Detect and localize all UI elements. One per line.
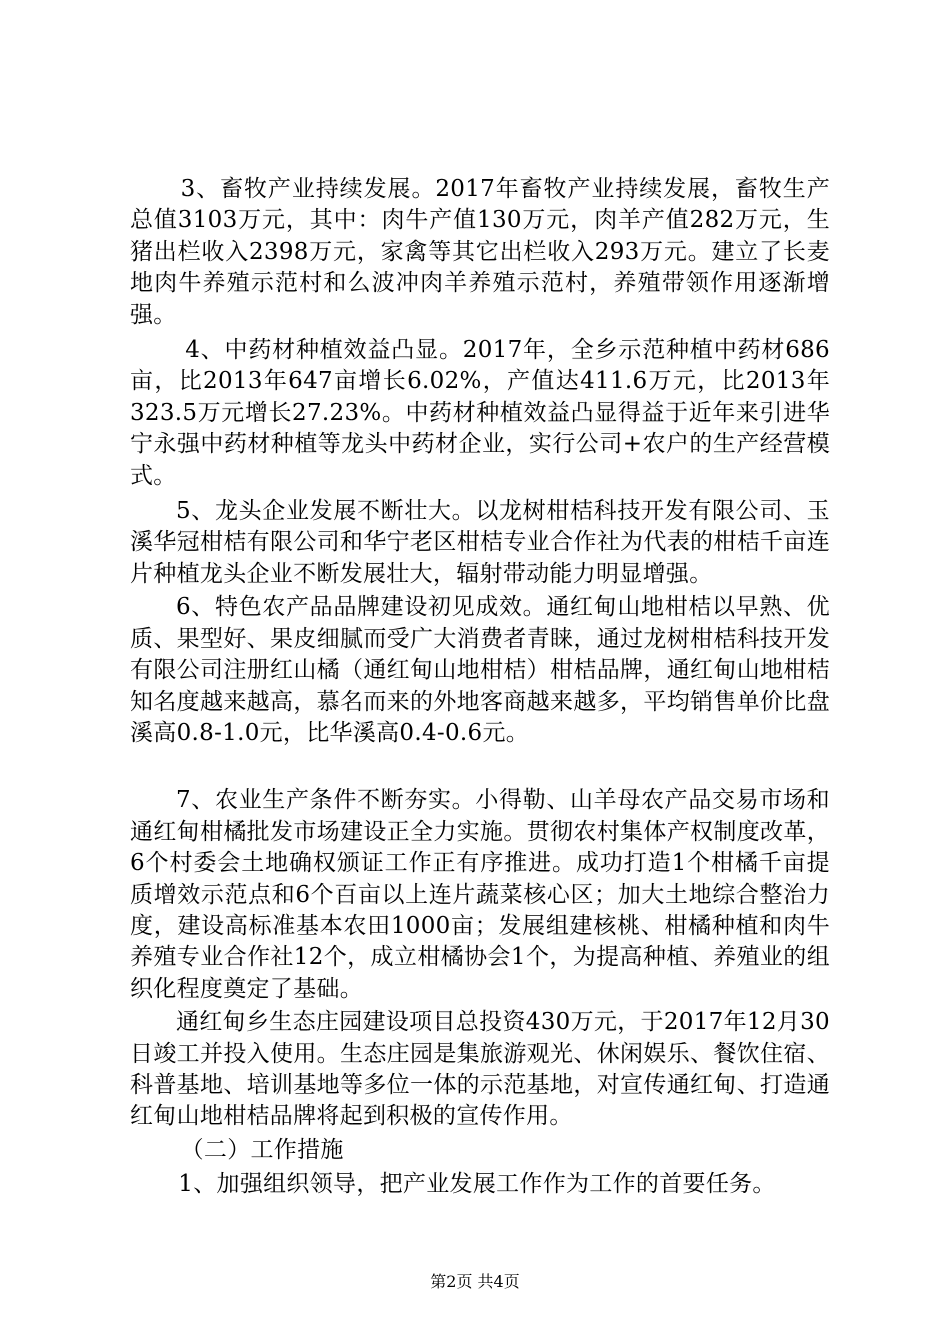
section-heading-work-measures: （二）工作措施 [180, 1136, 344, 1163]
measure-item-1: 1、加强组织领导，把产业发展工作作为工作的首要任务。 [178, 1171, 776, 1198]
paragraph-medicinal-herbs: 4、中药材种植效益凸显。2017年，全乡示范种植中药材686亩，比2013年647亩增长6.02%，产值达411.6万元，比2013年323.5万元增长27.23%。中药材种植效益凸显得益于近年来引进华宁永强中药材种植等龙头中药材企业，实行公司+农户的生产经营模式。 [130, 337, 830, 489]
document-body [130, 174, 830, 1201]
paragraph-brand-building: 6、特色农产品品牌建设初见成效。通红甸山地柑桔以早熟、优质、果型好、果皮细腻而受广大消费者青睐，通过龙树柑桔科技开发有限公司注册红山橘（通红甸山地柑桔）柑桔品牌，通红甸山地柑桔知名度越来越高，慕名而来的外地客商越来越多，平均销售单价比盘溪高0.8-1.0元，比华溪高0.4-0.6元。 [130, 594, 830, 746]
paragraph-production-conditions: 7、农业生产条件不断夯实。小得勒、山羊母农产品交易市场和通红甸柑橘批发市场建设正全力实施。贯彻农村集体产权制度改革，6个村委会土地确权颁证工作正有序推进。成功打造1个柑橘千亩提质增效示范点和6个百亩以上连片蔬菜核心区；加大土地综合整治力度，建设高标准基本农田1000亩；发展组建核桃、柑橘种植和肉牛养殖专业合作社12个，成立柑橘协会1个，为提高种植、养殖业的组织化程度奠定了基础。 [130, 787, 830, 1002]
page-footer: 第2页 共4页 [430, 1272, 520, 1291]
paragraph-eco-manor: 通红甸乡生态庄园建设项目总投资430万元，于2017年12月30日竣工并投入使用。生态庄园是集旅游观光、休闲娱乐、餐饮住宿、科普基地、培训基地等多位一体的示范基地，对宣传通红甸、打造通红甸山地柑桔品牌将起到积极的宣传作用。 [130, 1009, 830, 1130]
paragraph-livestock: 3、畜牧产业持续发展。2017年畜牧产业持续发展，畜牧生产总值3103万元，其中：肉牛产值130万元，肉羊产值282万元，生猪出栏收入2398万元，家禽等其它出栏收入293万元。建立了长麦地肉牛养殖示范村和么波冲肉羊养殖示范村，养殖带领作用逐渐增强。 [130, 176, 830, 328]
paragraph-leading-enterprises: 5、龙头企业发展不断壮大。以龙树柑桔科技开发有限公司、玉溪华冠柑桔有限公司和华宁老区柑桔专业合作社为代表的柑桔千亩连片种植龙头企业不断发展壮大，辐射带动能力明显增强。 [130, 498, 830, 587]
